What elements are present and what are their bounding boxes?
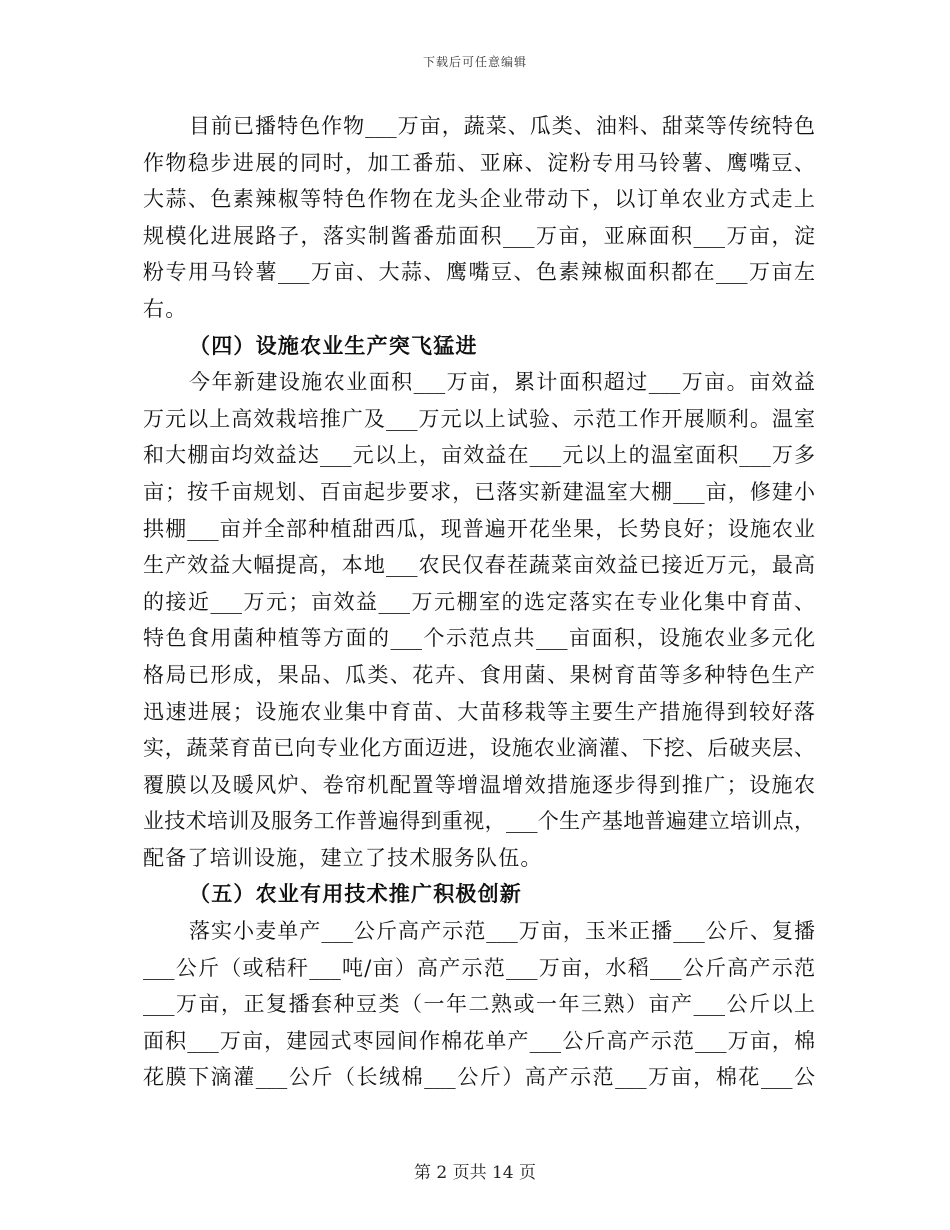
paragraph-line: 右。 [143,296,188,321]
paragraph-line: 生产效益大幅提高，本地___农民仅春茬蔬菜亩效益已接近万元，最高 [143,553,815,578]
paragraph-line: 作物稳步进展的同时，加工番茄、亚麻、淀粉专用马铃薯、鹰嘴豆、 [143,150,815,175]
paragraph-line: 亩；按千亩规划、百亩起步要求，已落实新建温室大棚___亩，修建小 [143,479,815,504]
paragraph-line: 格局已形成，果品、瓜类、花卉、食用菌、果树育苗等多种特色生产 [143,662,815,687]
paragraph-line: ___万亩，正复播套种豆类（一年二熟或一年三熟）亩产___公斤以上 [143,992,815,1017]
section-heading: （五）农业有用技术推广积极创新 [189,881,522,907]
paragraph-line: 目前已播特色作物___万亩，蔬菜、瓜类、油料、甜菜等传统特色 [189,114,815,138]
paragraph-line: 拱棚___亩并全部种植甜西瓜，现普遍开花坐果，长势良好；设施农业 [143,516,815,541]
paragraph-line: 花膜下滴灌___公斤（长绒棉___公斤）高产示范___万亩，棉花___公 [143,1065,815,1090]
paragraph-line: 万元以上高效栽培推广及___万元以上试验、示范工作开展顺利。温室 [143,406,815,431]
paragraph-line: 面积___万亩，建园式枣园间作棉花单产___公斤高产示范___万亩，棉 [143,1028,815,1053]
paragraph-line: 迅速进展；设施农业集中育苗、大苗移栽等主要生产措施得到较好落 [143,699,815,724]
paragraph-line: 配备了培训设施，建立了技术服务队伍。 [143,845,543,870]
paragraph-line: 规模化进展路子，落实制酱番茄面积___万亩，亚麻面积___万亩，淀 [143,223,815,248]
paragraph-line: 今年新建设施农业面积___万亩，累计面积超过___万亩。亩效益 [189,370,815,395]
paragraph-line: 业技术培训及服务工作普遍得到重视，___个生产基地普遍建立培训点， [143,809,815,834]
paragraph-line: 落实小麦单产___公斤高产示范___万亩，玉米正播___公斤、复播 [189,919,815,944]
paragraph-line: 实，蔬菜育苗已向专业化方面迈进，设施农业滴灌、下挖、后破夹层、 [143,736,815,761]
paragraph-line: 特色食用菌种植等方面的___个示范点共___亩面积，设施农业多元化 [143,626,815,651]
paragraph-line: ___公斤（或秸秆___吨/亩）高产示范___万亩，水稻___公斤高产示范 [143,955,815,980]
page-number: 第 2 页共 14 页 [413,1163,537,1183]
paragraph-line: 粉专用马铃薯___万亩、大蒜、鹰嘴豆、色素辣椒面积都在___万亩左 [143,260,815,285]
paragraph-line: 覆膜以及暖风炉、卷帘机配置等增温增效措施逐步得到推广；设施农 [143,772,815,797]
paragraph-line: 和大棚亩均效益达___元以上，亩效益在___元以上的温室面积___万多 [143,443,815,468]
document-body [143,108,815,1096]
paragraph-line: 的接近___万元；亩效益___万元棚室的选定落实在专业化集中育苗、 [143,589,815,614]
page-header-note: 下载后可任意编辑 [422,55,527,69]
paragraph-line: 大蒜、色素辣椒等特色作物在龙头企业带动下，以订单农业方式走上 [143,187,815,212]
section-heading: （四）设施农业生产突飞猛进 [189,332,478,358]
